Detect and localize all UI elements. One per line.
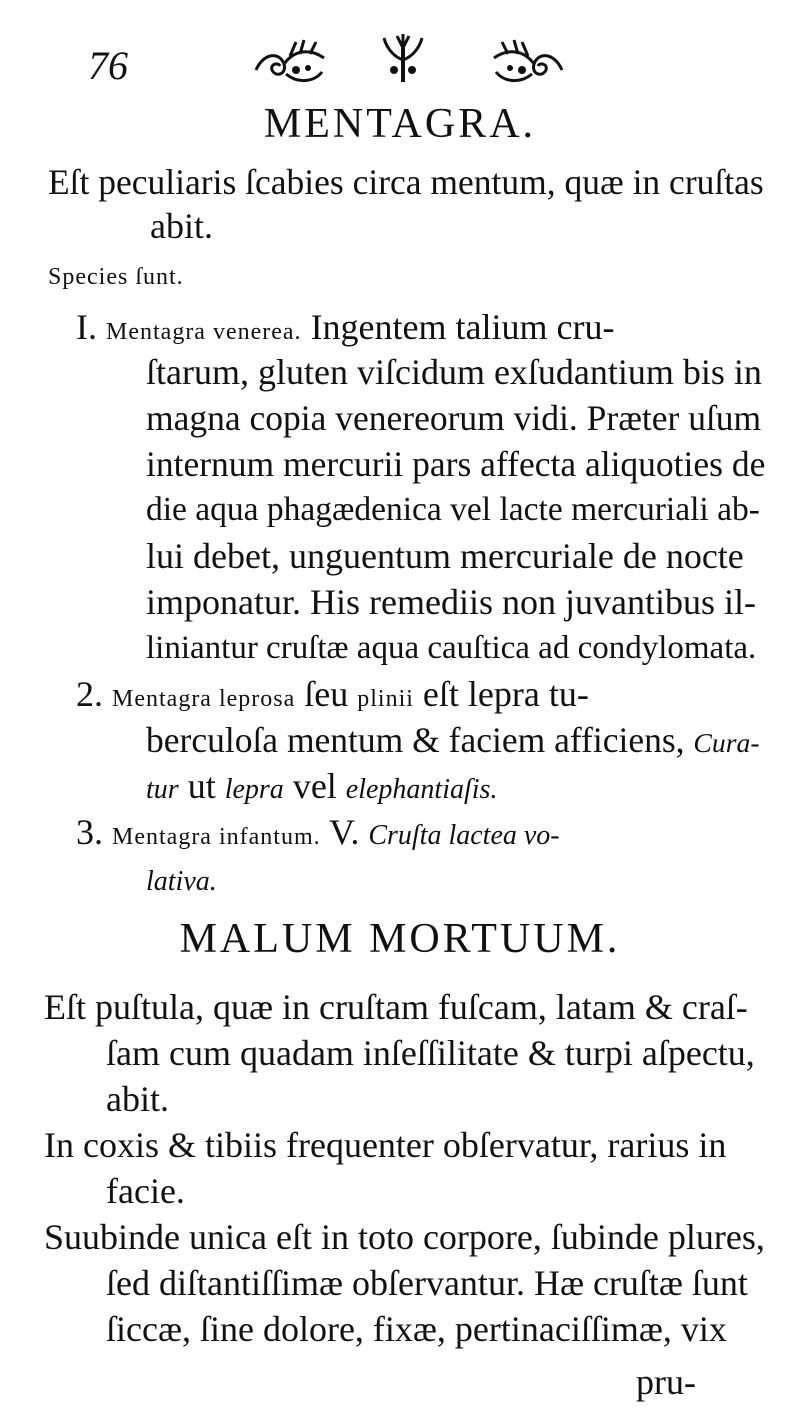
page-number: 76 xyxy=(88,43,128,88)
item-1-line-3: magna copia venereorum vidi. Præter uſum xyxy=(146,398,762,438)
catchword: pru- xyxy=(636,1362,696,1402)
item-2-line-3-text-2: vel xyxy=(292,766,337,806)
malum-line-5: facie. xyxy=(106,1171,185,1211)
malum-line-8: ſiccæ, ſine dolore, fixæ, pertinaciſſimæ, vix xyxy=(106,1309,727,1349)
section-title-mentagra: MENTAGRA. xyxy=(263,101,537,147)
item-2-line-2-text: berculoſa mentum & faciem afficiens, xyxy=(146,720,685,760)
item-3-name: Mentagra infantum. xyxy=(112,824,321,850)
item-2-number: 2. xyxy=(76,674,103,714)
item-1-line-6: lui debet, unguentum mercuriale de nocte xyxy=(146,536,744,576)
item-1-line-7: imponatur. His remediis non juvantibus il- xyxy=(146,582,756,622)
floral-scroll-right-icon xyxy=(488,30,568,86)
item-3-ref: V. xyxy=(328,812,360,852)
item-1-line-8: liniantur cruſtæ aqua cauſtica ad condylomata. xyxy=(146,630,757,666)
floral-scroll-left-icon xyxy=(250,30,330,86)
malum-line-7: ſed diſtantiſſimæ obſervantur. Hæ cruſtæ ſunt xyxy=(106,1263,748,1303)
item-2-line-3-italic-3: elephantiaſis. xyxy=(345,774,498,805)
malum-line-3: abit. xyxy=(106,1079,169,1119)
item-2-line-3-italic-2: lepra xyxy=(224,774,284,805)
item-1-line-1: Ingentem talium cru- xyxy=(310,307,615,347)
item-2-line-3 xyxy=(146,764,497,812)
definition-line-2: abit. xyxy=(150,206,213,246)
item-2-mid2: plinii xyxy=(357,686,414,712)
item-3-line-2 xyxy=(146,856,217,904)
item-2-line-2-italic: Cura- xyxy=(693,727,760,758)
item-1-line-4: internum mercurii pars affecta aliquoties de xyxy=(146,444,766,484)
item-2-line-3-text-1: ut xyxy=(187,766,216,806)
item-3-number: 3. xyxy=(76,812,103,852)
page-header xyxy=(0,30,800,100)
item-3-ref-italic: Cruſta lactea vo- xyxy=(368,820,560,851)
item-2-name: Mentagra leprosa xyxy=(112,686,296,712)
section-title-malum-mortuum: MALUM MORTUUM. xyxy=(179,916,621,962)
definition-line-1: Eſt peculiaris ſcabies circa mentum, quæ in cruſtas xyxy=(48,162,764,202)
item-3-ref-italic-2: lativa. xyxy=(146,866,217,897)
malum-line-1: Eſt puſtula, quæ in cruſtam fuſcam, latam & craſ- xyxy=(44,987,748,1027)
malum-line-2: ſam cum quadam inſeſſilitate & turpi aſpectu, xyxy=(106,1033,755,1073)
item-2-line-3-italic-1: tur xyxy=(146,774,179,805)
item-1-line-5: die aqua phagædenica vel lacte mercuriali ab- xyxy=(146,491,760,528)
malum-line-6: Suubinde unica eſt in toto corpore, ſubinde plures, xyxy=(44,1217,765,1257)
species-label-text: Species ſunt. xyxy=(48,264,184,290)
malum-line-4: In coxis & tibiis frequenter obſervatur, rarius in xyxy=(44,1125,727,1165)
item-1-name: Mentagra venerea. xyxy=(106,319,302,345)
item-2-heading xyxy=(76,672,589,721)
item-2-mid3: eſt lepra tu- xyxy=(422,674,589,714)
item-1-number: I. xyxy=(76,307,97,347)
item-1-line-2: ſtarum, gluten viſcidum exſudantium bis in xyxy=(146,352,762,392)
item-1-heading xyxy=(76,305,614,354)
item-2-mid1: ſeu xyxy=(304,674,349,714)
species-label xyxy=(48,250,184,299)
floral-sprig-center-icon xyxy=(378,30,428,86)
item-3-heading xyxy=(76,810,560,859)
item-2-line-2 xyxy=(146,718,760,765)
